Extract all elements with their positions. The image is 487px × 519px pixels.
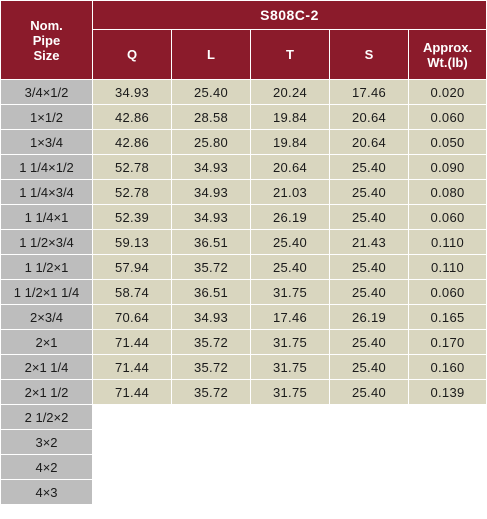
pipe-size-cell: 4×2 [1,455,93,480]
weight-cell: 0.060 [409,105,487,130]
table-header [1,1,487,80]
l-cell: 34.93 [172,205,251,230]
l-cell: 34.93 [172,305,251,330]
weight-cell: 0.050 [409,130,487,155]
weight-cell: 0.170 [409,330,487,355]
q-cell: 34.93 [93,80,172,105]
t-cell: 19.84 [251,105,330,130]
l-cell: 35.72 [172,355,251,380]
header-line: Nom. [30,17,63,33]
s-cell: 25.40 [330,330,409,355]
table-row [1,305,487,330]
q-cell: 52.78 [93,180,172,205]
q-cell: 59.13 [93,230,172,255]
q-cell: 71.44 [93,355,172,380]
l-cell: 25.80 [172,130,251,155]
l-cell: 34.93 [172,180,251,205]
t-cell: 31.75 [251,330,330,355]
weight-cell: 0.060 [409,280,487,305]
column-header-t [251,30,330,80]
l-cell: 36.51 [172,230,251,255]
t-cell: 25.40 [251,255,330,280]
s-cell: 26.19 [330,305,409,330]
table-row [1,230,487,255]
table-row [1,180,487,205]
s-cell: 25.40 [330,155,409,180]
header-line: Q [126,47,138,62]
s-cell: 25.40 [330,205,409,230]
table-row [1,405,487,430]
header-line: Wt.(lb) [427,54,468,70]
pipe-size-cell: 2×1 1/4 [1,355,93,380]
weight-cell: 0.080 [409,180,487,205]
weight-cell: 0.090 [409,155,487,180]
s-cell: 17.46 [330,80,409,105]
q-cell: 58.74 [93,280,172,305]
blank-area [93,405,487,505]
s-cell: 25.40 [330,280,409,305]
pipe-size-cell: 1×1/2 [1,105,93,130]
weight-cell: 0.060 [409,205,487,230]
column-header-s [330,30,409,80]
table-row [1,380,487,405]
pipe-size-cell: 1 1/2×1 1/4 [1,280,93,305]
s-cell: 25.40 [330,180,409,205]
weight-cell: 0.160 [409,355,487,380]
l-cell: 34.93 [172,155,251,180]
l-cell: 35.72 [172,330,251,355]
pipe-size-cell: 1 1/2×1 [1,255,93,280]
pipe-size-cell: 1 1/4×1 [1,205,93,230]
model-header: S808C-2 [93,1,487,30]
q-cell: 52.78 [93,155,172,180]
header-line: L [207,47,215,62]
table-row [1,355,487,380]
table-row [1,205,487,230]
l-cell: 35.72 [172,255,251,280]
s-cell: 25.40 [330,355,409,380]
weight-cell: 0.139 [409,380,487,405]
table-row [1,330,487,355]
q-cell: 52.39 [93,205,172,230]
s-cell: 20.64 [330,105,409,130]
column-header-q [93,30,172,80]
pipe-size-cell: 2×3/4 [1,305,93,330]
table-row [1,255,487,280]
pipe-size-cell: 2×1 1/2 [1,380,93,405]
table-row [1,80,487,105]
q-cell: 57.94 [93,255,172,280]
pipe-size-cell: 2×1 [1,330,93,355]
weight-cell: 0.020 [409,80,487,105]
nominal-pipe-size-header [1,1,93,80]
t-cell: 31.75 [251,280,330,305]
s-cell: 21.43 [330,230,409,255]
q-cell: 42.86 [93,130,172,155]
q-cell: 71.44 [93,330,172,355]
t-cell: 31.75 [251,355,330,380]
pipe-size-cell: 1 1/4×1/2 [1,155,93,180]
t-cell: 25.40 [251,230,330,255]
t-cell: 19.84 [251,130,330,155]
l-cell: 25.40 [172,80,251,105]
column-header-l [172,30,251,80]
l-cell: 35.72 [172,380,251,405]
s-cell: 20.64 [330,130,409,155]
t-cell: 20.24 [251,80,330,105]
header-line: T [286,47,294,62]
t-cell: 17.46 [251,305,330,330]
pipe-size-cell: 1 1/4×3/4 [1,180,93,205]
weight-cell: 0.110 [409,230,487,255]
l-cell: 36.51 [172,280,251,305]
header-line: Approx. [422,39,473,55]
pipe-size-cell: 1×3/4 [1,130,93,155]
t-cell: 26.19 [251,205,330,230]
column-header-weight [409,30,487,80]
header-line: Size [33,47,60,63]
t-cell: 20.64 [251,155,330,180]
l-cell: 28.58 [172,105,251,130]
weight-cell: 0.165 [409,305,487,330]
q-cell: 71.44 [93,380,172,405]
q-cell: 42.86 [93,105,172,130]
table-row [1,280,487,305]
header-line: S [364,47,374,62]
pipe-size-cell: 2 1/2×2 [1,405,93,430]
table-row [1,155,487,180]
table-body [1,80,487,505]
pipe-size-cell: 3/4×1/2 [1,80,93,105]
pipe-size-cell: 4×3 [1,480,93,505]
weight-cell: 0.110 [409,255,487,280]
q-cell: 70.64 [93,305,172,330]
t-cell: 31.75 [251,380,330,405]
header-line: Pipe [32,32,61,48]
s-cell: 25.40 [330,380,409,405]
t-cell: 21.03 [251,180,330,205]
s-cell: 25.40 [330,255,409,280]
table-row [1,130,487,155]
pipe-size-cell: 3×2 [1,430,93,455]
pipe-size-cell: 1 1/2×3/4 [1,230,93,255]
table-row [1,105,487,130]
